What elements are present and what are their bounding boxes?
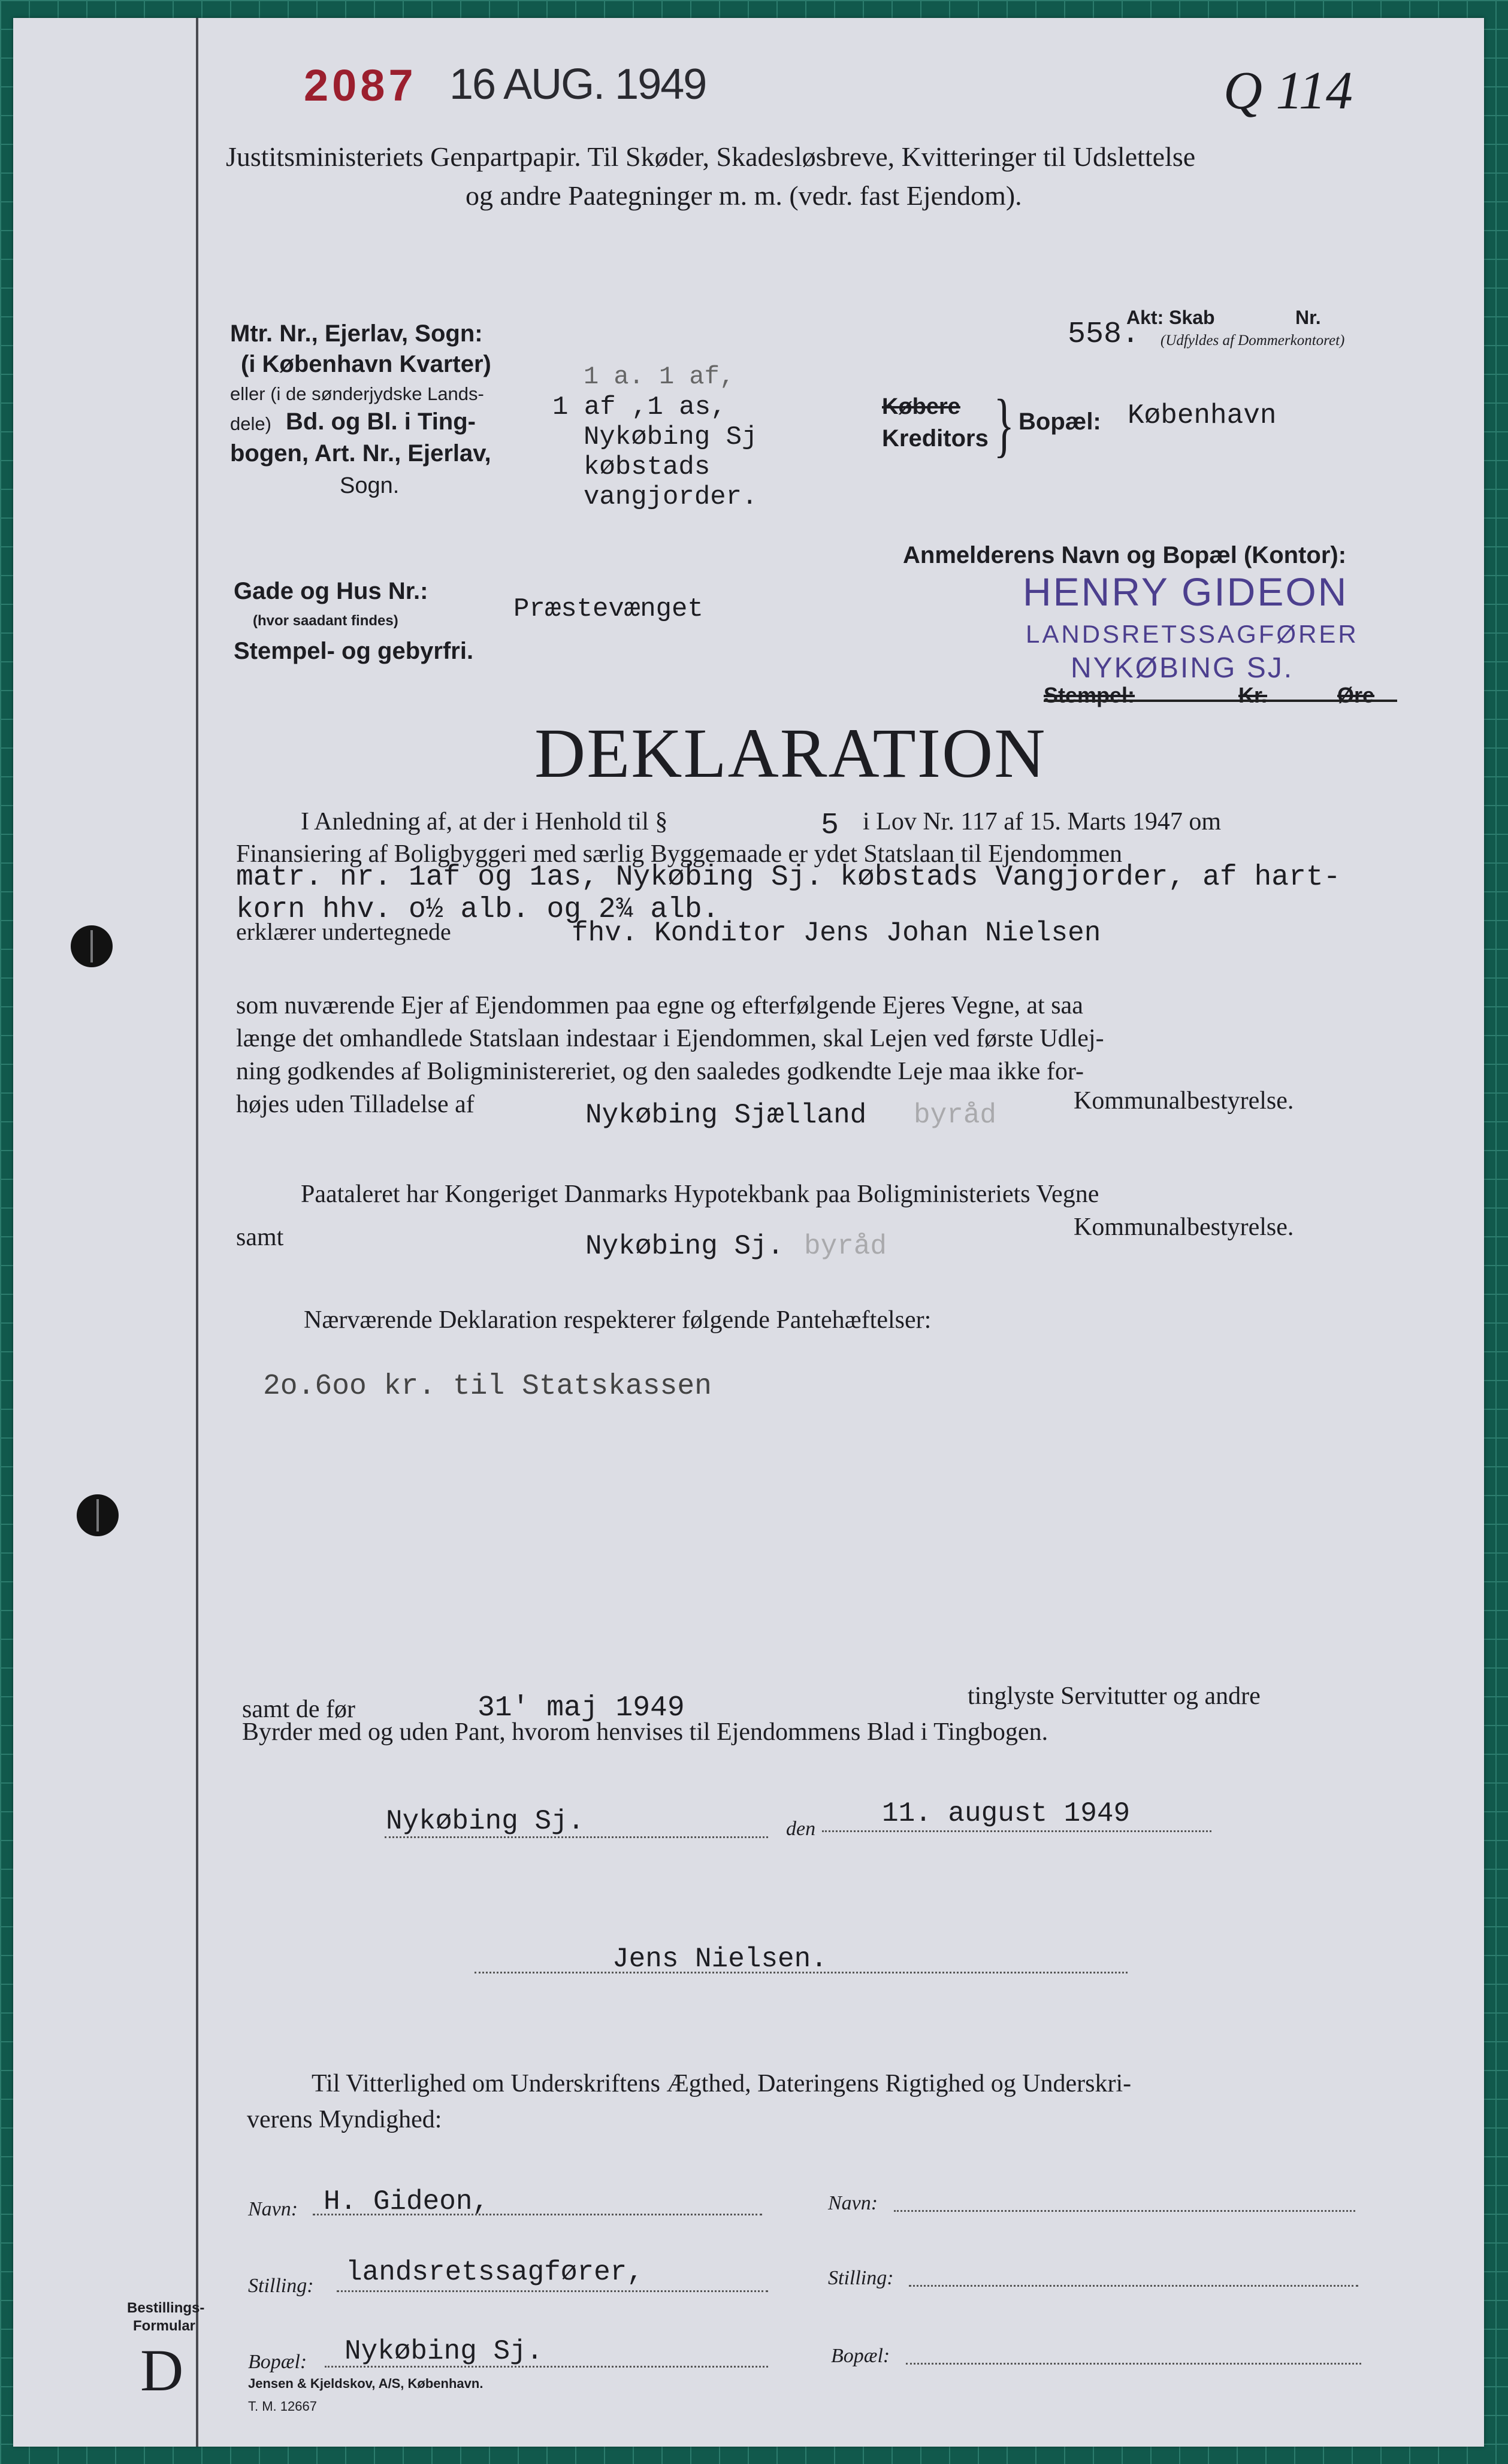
applicant-label: Anmelderens Navn og Bopæl (Kontor): bbox=[903, 542, 1347, 568]
property-value-line4: vangjorder. bbox=[584, 482, 758, 512]
body-p5-a: samt de før bbox=[242, 1696, 355, 1723]
udfyldes-note: (Udfyldes af Dommerkontoret) bbox=[1161, 332, 1345, 349]
witness-navn-line bbox=[313, 2214, 762, 2215]
body-p1-owner: fhv. Konditor Jens Johan Nielsen bbox=[572, 918, 1101, 949]
date-dotted-line bbox=[822, 1830, 1211, 1832]
body-p1-line2: Finansiering af Boligbyggeri med særlig Byggemaade er ydet Statslaan til Ejendommen bbox=[236, 840, 1123, 868]
property-label-line5: bogen, Art. Nr., Ejerlav, bbox=[230, 440, 491, 467]
property-value-line2: Nykøbing Sj bbox=[584, 422, 758, 452]
signature-date: 11. august 1949 bbox=[882, 1798, 1131, 1829]
footer-printer: Jensen & Kjeldskov, A/S, København. bbox=[248, 2376, 483, 2391]
footer-tm: T. M. 12667 bbox=[248, 2399, 317, 2414]
kr-label: Kr. bbox=[1238, 683, 1268, 707]
body-p1-erklaerer: erklærer undertegnede bbox=[236, 918, 451, 945]
akt-value: 558. bbox=[1068, 317, 1140, 352]
stamp-city: NYKØBING SJ. bbox=[1071, 652, 1294, 684]
signature-place: Nykøbing Sj. bbox=[386, 1806, 585, 1837]
body-p3-line1: Paataleret har Kongeriget Danmarks Hypotekbank paa Boligministeriets Vegne bbox=[301, 1180, 1099, 1208]
property-label-line4a: dele) bbox=[230, 413, 271, 434]
body-p4: Nærværende Deklaration respekterer følgende Pantehæftelser: bbox=[304, 1306, 932, 1334]
document-page bbox=[13, 18, 1484, 2447]
stamp-name: HENRY GIDEON bbox=[1023, 570, 1349, 614]
den-label: den bbox=[786, 1818, 816, 1840]
akt-label: Akt: Skab bbox=[1126, 307, 1215, 328]
footer-bestillings: Bestillings- bbox=[127, 2300, 205, 2316]
stamp-title: LANDSRETSSAGFØRER bbox=[1026, 620, 1359, 648]
body-p1-line1a: I Anledning af, at der i Henhold til § bbox=[301, 808, 668, 836]
punch-hole-top bbox=[71, 925, 113, 967]
property-value-line1: 1 af ,1 as, bbox=[552, 392, 727, 422]
signer-dotted-line bbox=[475, 1972, 1128, 1973]
body-p5-line2: Byrder med og uden Pant, hvorom henvises til Ejendommens Blad i Tingbogen. bbox=[242, 1718, 1048, 1746]
body-p1-typed2: korn hhv. o½ alb. og 2¾ alb. bbox=[236, 894, 720, 926]
body-p3-line2b: Kommunalbestyrelse. bbox=[1074, 1213, 1294, 1241]
property-label-line3: eller (i de sønderjydske Lands- bbox=[230, 383, 484, 404]
page-title: DEKLARATION bbox=[534, 714, 1047, 792]
property-label-line6: Sogn. bbox=[340, 473, 400, 498]
witness-stilling-label: Stilling: bbox=[248, 2275, 314, 2297]
witness-stilling-line bbox=[337, 2290, 768, 2292]
witness-bopael-label: Bopæl: bbox=[248, 2351, 307, 2373]
witness-bopael-line bbox=[325, 2366, 768, 2368]
witness-line1: Til Vitterlighed om Underskriftens Ægthed, Dateringens Rigtighed og Underskri- bbox=[312, 2070, 1132, 2097]
address-note: (hvor saadant findes) bbox=[253, 613, 398, 629]
address-value: Præstevænget bbox=[513, 594, 703, 624]
body-p2-line4a: højes uden Tilladelse af bbox=[236, 1091, 475, 1118]
body-p2-line3: ning godkendes af Boligministereriet, og den saaledes godkendte Leje maa ikke for- bbox=[236, 1058, 1084, 1085]
body-p2-line4b: Kommunalbestyrelse. bbox=[1074, 1087, 1294, 1115]
witness-navn-value: H. Gideon, bbox=[324, 2186, 489, 2217]
place-dotted-line bbox=[385, 1836, 768, 1838]
witness2-bopael-line bbox=[906, 2363, 1361, 2365]
witness2-navn-label: Navn: bbox=[828, 2192, 878, 2214]
document-title-line2: og andre Paategninger m. m. (vedr. fast Ejendom). bbox=[466, 180, 1022, 211]
witness-bopael-value: Nykøbing Sj. bbox=[344, 2336, 543, 2367]
body-p3-typed: Nykøbing Sj. bbox=[585, 1231, 784, 1262]
property-value-line0: 1 a. 1 af, bbox=[584, 362, 735, 391]
footer-formular: Formular bbox=[133, 2318, 196, 2334]
registration-number: 2087 bbox=[304, 60, 417, 110]
property-value-line3: købstads bbox=[584, 452, 711, 482]
body-p1-line1b: i Lov Nr. 117 af 15. Marts 1947 om bbox=[863, 808, 1222, 836]
stempel-strike-line bbox=[1044, 700, 1397, 702]
body-p2-typed: Nykøbing Sjælland bbox=[585, 1100, 867, 1131]
body-p3-struck: byråd bbox=[804, 1231, 887, 1262]
body-p5-b: tinglyste Servitutter og andre bbox=[968, 1682, 1261, 1710]
brace-symbol: } bbox=[993, 385, 1015, 464]
address-label: Gade og Hus Nr.: bbox=[234, 578, 428, 604]
margin-rule bbox=[196, 18, 198, 2447]
body-p1-typed1: matr. nr. 1af og 1as, Nykøbing Sj. købstads Vangjorder, af hart- bbox=[236, 861, 1341, 894]
witness-stilling-value: landsretssagfører, bbox=[346, 2257, 643, 2288]
witness-line2: verens Myndighed: bbox=[247, 2106, 442, 2133]
date-stamp: 16 AUG. 1949 bbox=[449, 60, 706, 108]
witness2-bopael-label: Bopæl: bbox=[831, 2345, 890, 2367]
witness2-stilling-line bbox=[909, 2285, 1358, 2287]
body-p1-section: 5 bbox=[821, 809, 839, 843]
body-p2-line2: længe det omhandlede Statslaan indestaar i Ejendommen, skal Lejen ved første Udlej- bbox=[236, 1025, 1104, 1052]
body-p2-struck: byråd bbox=[914, 1100, 997, 1131]
witness-navn-label: Navn: bbox=[248, 2198, 298, 2220]
nr-label: Nr. bbox=[1295, 307, 1321, 328]
stempel-line: Stempel: bbox=[1044, 683, 1135, 707]
witness2-navn-line bbox=[894, 2210, 1355, 2212]
property-label-line2: (i København Kvarter) bbox=[241, 351, 491, 377]
body-p3-samt: samt bbox=[236, 1224, 284, 1251]
handwritten-reference: Q 114 bbox=[1223, 61, 1353, 120]
ore-label: Øre bbox=[1337, 683, 1375, 707]
bopael-value: København bbox=[1128, 400, 1277, 431]
body-p2-line1: som nuværende Ejer af Ejendommen paa egne og efterfølgende Ejeres Vegne, at saa bbox=[236, 992, 1083, 1019]
kobere-label: Købere bbox=[882, 394, 960, 419]
body-p5-date: 31' maj 1949 bbox=[478, 1692, 685, 1724]
punch-hole-bottom bbox=[77, 1494, 119, 1536]
bopael-label: Bopæl: bbox=[1019, 408, 1101, 435]
property-label-line4b: Bd. og Bl. i Ting- bbox=[286, 408, 476, 435]
kreditors-label: Kreditors bbox=[882, 425, 989, 452]
witness2-stilling-label: Stilling: bbox=[828, 2267, 894, 2289]
mortgage-entry: 2o.6oo kr. til Statskassen bbox=[263, 1370, 712, 1403]
property-label-line1: Mtr. Nr., Ejerlav, Sogn: bbox=[230, 320, 483, 347]
signer-name: Jens Nielsen. bbox=[612, 1944, 827, 1975]
footer-form-letter: D bbox=[140, 2337, 184, 2404]
document-title-line1: Justitsministeriets Genpartpapir. Til Skøder, Skadesløsbreve, Kvitteringer til Udslettelse bbox=[226, 141, 1196, 172]
stempel-label: Stempel- og gebyrfri. bbox=[234, 638, 474, 664]
